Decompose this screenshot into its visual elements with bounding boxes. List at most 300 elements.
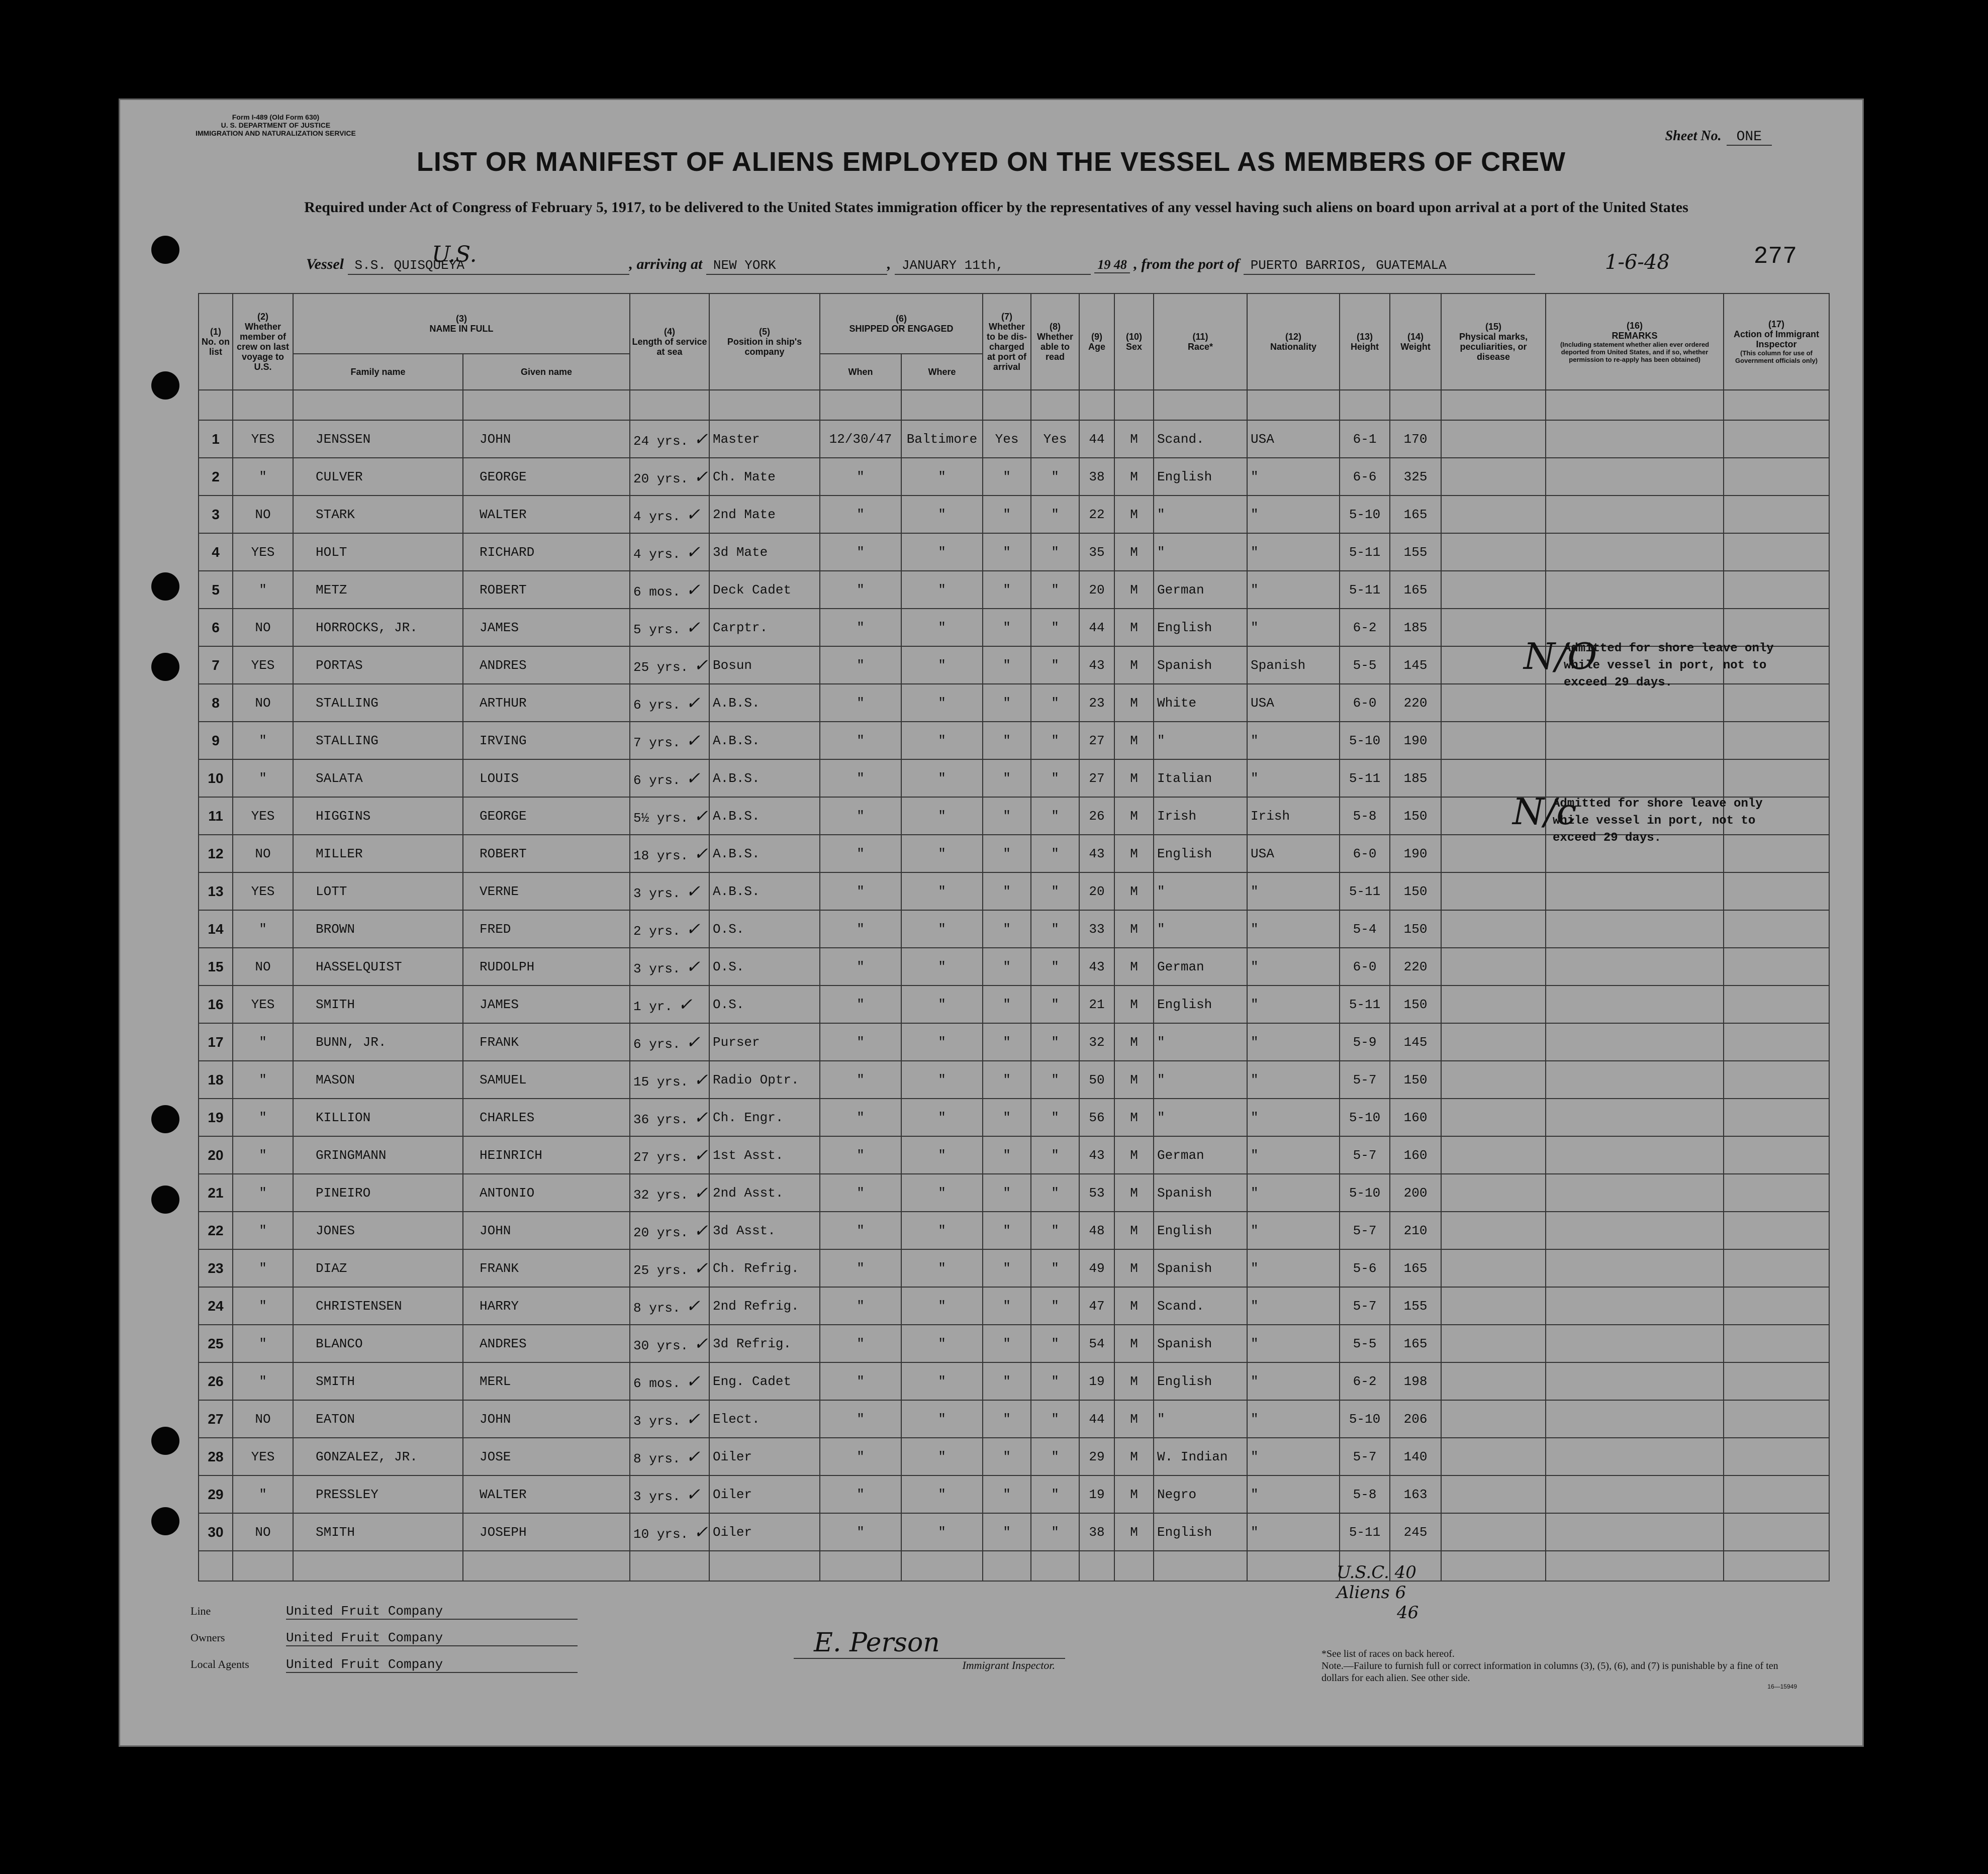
nationality: " (1247, 1400, 1340, 1438)
physical-marks (1441, 910, 1546, 948)
weight: 150 (1390, 985, 1441, 1023)
discharged: " (983, 1362, 1031, 1400)
position: Carptr. (709, 609, 820, 646)
able-to-read: " (1031, 1475, 1079, 1513)
row-number: 6 (199, 609, 233, 646)
service-length: 8 yrs. ✓ (630, 1287, 709, 1325)
when-engaged: " (820, 496, 901, 533)
given-name: VERNE (463, 872, 630, 910)
remark-row-7: N/O Admitted for shore leave only while vessel in port, not to exceed 29 days. (1524, 635, 1774, 689)
when-engaged: " (820, 458, 901, 496)
remarks-cell (1546, 496, 1724, 533)
height: 5-11 (1340, 872, 1390, 910)
nationality: " (1247, 571, 1340, 609)
race: Italian (1154, 759, 1247, 797)
service-length: 5½ yrs. ✓ (630, 797, 709, 835)
able-to-read: " (1031, 797, 1079, 835)
height: 6-6 (1340, 458, 1390, 496)
action-cell (1724, 458, 1829, 496)
position: Ch. Engr. (709, 1099, 820, 1136)
where-engaged: " (901, 985, 983, 1023)
age: 33 (1079, 910, 1114, 948)
physical-marks (1441, 420, 1546, 458)
where-engaged: " (901, 609, 983, 646)
when-engaged: " (820, 1513, 901, 1551)
service-length: 27 yrs. ✓ (630, 1136, 709, 1174)
nationality: " (1247, 1174, 1340, 1212)
sex: M (1114, 420, 1154, 458)
discharged: " (983, 1174, 1031, 1212)
sex: M (1114, 1513, 1154, 1551)
service-length: 3 yrs. ✓ (630, 872, 709, 910)
form-identifier: Form I-489 (Old Form 630) U. S. DEPARTMENT OF JUSTICE IMMIGRATION AND NATURALIZATION SERVICE (196, 113, 356, 137)
given-name: JOHN (463, 1212, 630, 1249)
when-engaged: " (820, 571, 901, 609)
height: 6-2 (1340, 1362, 1390, 1400)
remarks-cell (1546, 1212, 1724, 1249)
family-name: HORROCKS, JR. (293, 609, 463, 646)
family-name: SMITH (293, 1362, 463, 1400)
height: 5-4 (1340, 910, 1390, 948)
family-name: SALATA (293, 759, 463, 797)
race: English (1154, 1513, 1247, 1551)
check-mark-icon: ✓ (680, 1409, 700, 1429)
service-length: 4 yrs. ✓ (630, 496, 709, 533)
row-number: 27 (199, 1400, 233, 1438)
position: Purser (709, 1023, 820, 1061)
departure-port: PUERTO BARRIOS, GUATEMALA (1244, 258, 1535, 275)
family-name: GRINGMANN (293, 1136, 463, 1174)
where-engaged: " (901, 684, 983, 722)
col-length: (4) Length of service at sea (630, 293, 709, 390)
check-mark-icon: ✓ (680, 1371, 700, 1392)
table-row (199, 1249, 1829, 1287)
remarks-cell (1546, 1362, 1724, 1400)
sex: M (1114, 948, 1154, 985)
service-length: 20 yrs. ✓ (630, 1212, 709, 1249)
race: Negro (1154, 1475, 1247, 1513)
action-cell (1724, 1400, 1829, 1438)
position: 3d Mate (709, 533, 820, 571)
position: 2nd Mate (709, 496, 820, 533)
col-action: (17) Action of Immigrant Inspector (This column for use of Government officials only) (1724, 293, 1829, 390)
height: 5-7 (1340, 1287, 1390, 1325)
check-mark-icon: ✓ (680, 768, 700, 788)
where-engaged: " (901, 1513, 983, 1551)
physical-marks (1441, 1475, 1546, 1513)
able-to-read: " (1031, 646, 1079, 684)
race: Spanish (1154, 1249, 1247, 1287)
service-length: 25 yrs. ✓ (630, 1249, 709, 1287)
row-number: 29 (199, 1475, 233, 1513)
member-cell: " (233, 1475, 293, 1513)
given-name: JOSE (463, 1438, 630, 1475)
weight: 160 (1390, 1136, 1441, 1174)
nationality: " (1247, 1136, 1340, 1174)
race: " (1154, 1061, 1247, 1099)
discharged: " (983, 1249, 1031, 1287)
when-engaged: " (820, 533, 901, 571)
physical-marks (1441, 533, 1546, 571)
given-name: JOHN (463, 1400, 630, 1438)
member-cell: NO (233, 1400, 293, 1438)
physical-marks (1441, 458, 1546, 496)
when-engaged: " (820, 835, 901, 872)
where-engaged: " (901, 646, 983, 684)
height: 5-11 (1340, 985, 1390, 1023)
able-to-read: " (1031, 1099, 1079, 1136)
given-name: GEORGE (463, 458, 630, 496)
position: Oiler (709, 1513, 820, 1551)
weight: 165 (1390, 1325, 1441, 1362)
family-name: JONES (293, 1212, 463, 1249)
when-engaged: " (820, 985, 901, 1023)
where-engaged: " (901, 910, 983, 948)
age: 47 (1079, 1287, 1114, 1325)
position: Eng. Cadet (709, 1362, 820, 1400)
check-mark-icon: ✓ (688, 1258, 708, 1278)
physical-marks (1441, 571, 1546, 609)
service-length: 15 yrs. ✓ (630, 1061, 709, 1099)
col-weight: (14) Weight (1390, 293, 1441, 390)
where-engaged: " (901, 1061, 983, 1099)
race: Spanish (1154, 646, 1247, 684)
height: 6-2 (1340, 609, 1390, 646)
height: 5-10 (1340, 722, 1390, 759)
punch-hole-icon (151, 236, 179, 264)
discharged: Yes (983, 420, 1031, 458)
physical-marks (1441, 684, 1546, 722)
when-engaged: " (820, 1023, 901, 1061)
nationality: USA (1247, 684, 1340, 722)
family-name: KILLION (293, 1099, 463, 1136)
col-race: (11) Race* (1154, 293, 1247, 390)
table-row (199, 571, 1829, 609)
sex: M (1114, 1475, 1154, 1513)
member-cell: " (233, 1174, 293, 1212)
row-number: 26 (199, 1362, 233, 1400)
family-name: EATON (293, 1400, 463, 1438)
remarks-cell (1546, 948, 1724, 985)
physical-marks (1441, 985, 1546, 1023)
col-number: (1) No. on list (199, 293, 233, 390)
punch-hole-icon (151, 1507, 179, 1535)
member-cell: YES (233, 646, 293, 684)
check-mark-icon: ✓ (688, 655, 708, 675)
service-length: 3 yrs. ✓ (630, 948, 709, 985)
table-row (199, 1136, 1829, 1174)
family-name: BLANCO (293, 1325, 463, 1362)
table-row (199, 420, 1829, 458)
member-cell: YES (233, 797, 293, 835)
family-name: DIAZ (293, 1249, 463, 1287)
punch-hole-icon (151, 371, 179, 400)
member-cell: " (233, 1362, 293, 1400)
nationality: " (1247, 1287, 1340, 1325)
able-to-read: " (1031, 835, 1079, 872)
when-engaged: " (820, 948, 901, 985)
nationality: " (1247, 1325, 1340, 1362)
position: A.B.S. (709, 797, 820, 835)
family-name: STARK (293, 496, 463, 533)
nationality: " (1247, 1061, 1340, 1099)
physical-marks (1441, 1438, 1546, 1475)
check-mark-icon: ✓ (688, 429, 708, 449)
inspector-signature: E. Person Immigrant Inspector. (794, 1628, 1065, 1672)
family-name: HOLT (293, 533, 463, 571)
weight: 165 (1390, 1249, 1441, 1287)
table-row (199, 948, 1829, 985)
remarks-cell (1546, 571, 1724, 609)
sex: M (1114, 985, 1154, 1023)
service-length: 7 yrs. ✓ (630, 722, 709, 759)
race: Spanish (1154, 1325, 1247, 1362)
when-engaged: " (820, 797, 901, 835)
table-row (199, 985, 1829, 1023)
check-mark-icon: ✓ (688, 1182, 708, 1203)
nationality: " (1247, 1362, 1340, 1400)
age: 29 (1079, 1438, 1114, 1475)
row-number: 18 (199, 1061, 233, 1099)
table-row (199, 1061, 1829, 1099)
remarks-cell (1546, 1475, 1724, 1513)
given-name: JOHN (463, 420, 630, 458)
row-number: 15 (199, 948, 233, 985)
member-cell: " (233, 1287, 293, 1325)
age: 44 (1079, 1400, 1114, 1438)
member-cell: " (233, 1325, 293, 1362)
weight: 210 (1390, 1212, 1441, 1249)
family-name: GONZALEZ, JR. (293, 1438, 463, 1475)
race: " (1154, 1023, 1247, 1061)
service-length: 8 yrs. ✓ (630, 1438, 709, 1475)
member-cell: YES (233, 872, 293, 910)
member-cell: NO (233, 496, 293, 533)
when-engaged: " (820, 1362, 901, 1400)
position: 3d Asst. (709, 1212, 820, 1249)
when-engaged: " (820, 872, 901, 910)
row-number: 30 (199, 1513, 233, 1551)
nationality: " (1247, 533, 1340, 571)
height: 5-7 (1340, 1438, 1390, 1475)
where-engaged: " (901, 1174, 983, 1212)
given-name: HEINRICH (463, 1136, 630, 1174)
age: 23 (1079, 684, 1114, 722)
where-engaged: " (901, 1325, 983, 1362)
table-row (199, 910, 1829, 948)
family-name: STALLING (293, 722, 463, 759)
arrival-date: JANUARY 11th, (895, 258, 1091, 275)
vessel-name: S.S. QUISQUEYA (348, 258, 629, 275)
weight: 150 (1390, 797, 1441, 835)
action-cell (1724, 1475, 1829, 1513)
physical-marks (1441, 1023, 1546, 1061)
service-length: 25 yrs. ✓ (630, 646, 709, 684)
age: 38 (1079, 458, 1114, 496)
when-engaged: " (820, 646, 901, 684)
member-cell: YES (233, 533, 293, 571)
height: 5-10 (1340, 496, 1390, 533)
row-number: 11 (199, 797, 233, 835)
nationality: " (1247, 609, 1340, 646)
race: W. Indian (1154, 1438, 1247, 1475)
when-engaged: " (820, 1061, 901, 1099)
col-remarks: (16) REMARKS (Including statement whether alien ever ordered deported from United States, and if so, whether permission to re-apply has been obtained) (1546, 293, 1724, 390)
remarks-cell (1546, 458, 1724, 496)
race: English (1154, 458, 1247, 496)
row-number: 10 (199, 759, 233, 797)
when-engaged: " (820, 1249, 901, 1287)
given-name: RUDOLPH (463, 948, 630, 985)
height: 6-1 (1340, 420, 1390, 458)
remarks-cell (1546, 872, 1724, 910)
where-engaged: " (901, 722, 983, 759)
weight: 155 (1390, 1287, 1441, 1325)
age: 38 (1079, 1513, 1114, 1551)
nationality: " (1247, 1099, 1340, 1136)
discharged: " (983, 872, 1031, 910)
action-cell (1724, 1287, 1829, 1325)
weight: 190 (1390, 722, 1441, 759)
table-row (199, 1099, 1829, 1136)
height: 5-8 (1340, 1475, 1390, 1513)
height: 6-0 (1340, 948, 1390, 985)
age: 44 (1079, 420, 1114, 458)
physical-marks (1441, 872, 1546, 910)
able-to-read: " (1031, 458, 1079, 496)
physical-marks (1441, 1174, 1546, 1212)
form-code: 16—15949 (1767, 1683, 1797, 1690)
col-read: (8) Whether able to read (1031, 293, 1079, 390)
discharged: " (983, 1212, 1031, 1249)
age: 27 (1079, 759, 1114, 797)
sex: M (1114, 1325, 1154, 1362)
weight: 220 (1390, 684, 1441, 722)
height: 5-5 (1340, 646, 1390, 684)
able-to-read: " (1031, 1287, 1079, 1325)
sex: M (1114, 1099, 1154, 1136)
row-number: 3 (199, 496, 233, 533)
remarks-cell (1546, 1061, 1724, 1099)
position: Radio Optr. (709, 1061, 820, 1099)
position: Bosun (709, 646, 820, 684)
family-name: LOTT (293, 872, 463, 910)
table-row (199, 533, 1829, 571)
able-to-read: " (1031, 759, 1079, 797)
height: 5-11 (1340, 1513, 1390, 1551)
sex: M (1114, 1023, 1154, 1061)
nationality: USA (1247, 420, 1340, 458)
physical-marks (1441, 1249, 1546, 1287)
weight: 206 (1390, 1400, 1441, 1438)
able-to-read: " (1031, 1249, 1079, 1287)
where-engaged: " (901, 835, 983, 872)
service-length: 1 yr. ✓ (630, 985, 709, 1023)
nationality: " (1247, 1513, 1340, 1551)
given-name: GEORGE (463, 797, 630, 835)
family-name: CULVER (293, 458, 463, 496)
given-name: MERL (463, 1362, 630, 1400)
discharged: " (983, 1325, 1031, 1362)
nationality: " (1247, 948, 1340, 985)
weight: 185 (1390, 609, 1441, 646)
physical-marks (1441, 496, 1546, 533)
able-to-read: " (1031, 496, 1079, 533)
height: 5-7 (1340, 1136, 1390, 1174)
action-cell (1724, 1438, 1829, 1475)
row-number: 13 (199, 872, 233, 910)
action-cell (1724, 533, 1829, 571)
when-engaged: " (820, 684, 901, 722)
age: 27 (1079, 722, 1114, 759)
race: " (1154, 1099, 1247, 1136)
family-name: PORTAS (293, 646, 463, 684)
race: " (1154, 910, 1247, 948)
action-cell (1724, 910, 1829, 948)
given-name: FRED (463, 910, 630, 948)
service-length: 36 yrs. ✓ (630, 1099, 709, 1136)
height: 5-10 (1340, 1174, 1390, 1212)
sex: M (1114, 684, 1154, 722)
able-to-read: " (1031, 910, 1079, 948)
age: 32 (1079, 1023, 1114, 1061)
row-number: 20 (199, 1136, 233, 1174)
race: English (1154, 985, 1247, 1023)
height: 5-11 (1340, 533, 1390, 571)
member-cell: " (233, 1099, 293, 1136)
page-subtitle: Required under Act of Congress of February 5, 1917, to be delivered to the United States immigration officer by the representatives of any vessel having such aliens on board upon arrival at a port of the United States (304, 199, 1688, 216)
check-mark-icon: ✓ (673, 994, 693, 1015)
position: A.B.S. (709, 759, 820, 797)
sex: M (1114, 1136, 1154, 1174)
member-cell: " (233, 458, 293, 496)
given-name: WALTER (463, 1475, 630, 1513)
position: O.S. (709, 948, 820, 985)
col-height: (13) Height (1340, 293, 1390, 390)
service-length: 3 yrs. ✓ (630, 1475, 709, 1513)
action-cell (1724, 1174, 1829, 1212)
sex: M (1114, 759, 1154, 797)
sex: M (1114, 797, 1154, 835)
position: Ch. Refrig. (709, 1249, 820, 1287)
family-name: CHRISTENSEN (293, 1287, 463, 1325)
check-mark-icon: ✓ (680, 956, 700, 977)
physical-marks (1441, 1400, 1546, 1438)
remarks-cell (1546, 1249, 1724, 1287)
where-engaged: " (901, 1136, 983, 1174)
physical-marks (1441, 1362, 1546, 1400)
discharged: " (983, 985, 1031, 1023)
member-cell: NO (233, 948, 293, 985)
row-number: 21 (199, 1174, 233, 1212)
page-title: LIST OR MANIFEST OF ALIENS EMPLOYED ON THE VESSEL AS MEMBERS OF CREW (416, 147, 1566, 177)
table-row (199, 496, 1829, 533)
service-length: 6 mos. ✓ (630, 571, 709, 609)
age: 21 (1079, 985, 1114, 1023)
position: Oiler (709, 1475, 820, 1513)
weight: 198 (1390, 1362, 1441, 1400)
line-value: United Fruit Company (286, 1604, 578, 1620)
remarks-cell (1546, 533, 1724, 571)
remarks-cell (1546, 1400, 1724, 1438)
sex: M (1114, 571, 1154, 609)
height: 5-10 (1340, 1099, 1390, 1136)
col-where: Where (901, 354, 983, 390)
check-mark-icon: ✓ (680, 881, 700, 902)
when-engaged: " (820, 609, 901, 646)
when-engaged: " (820, 722, 901, 759)
action-cell (1724, 948, 1829, 985)
